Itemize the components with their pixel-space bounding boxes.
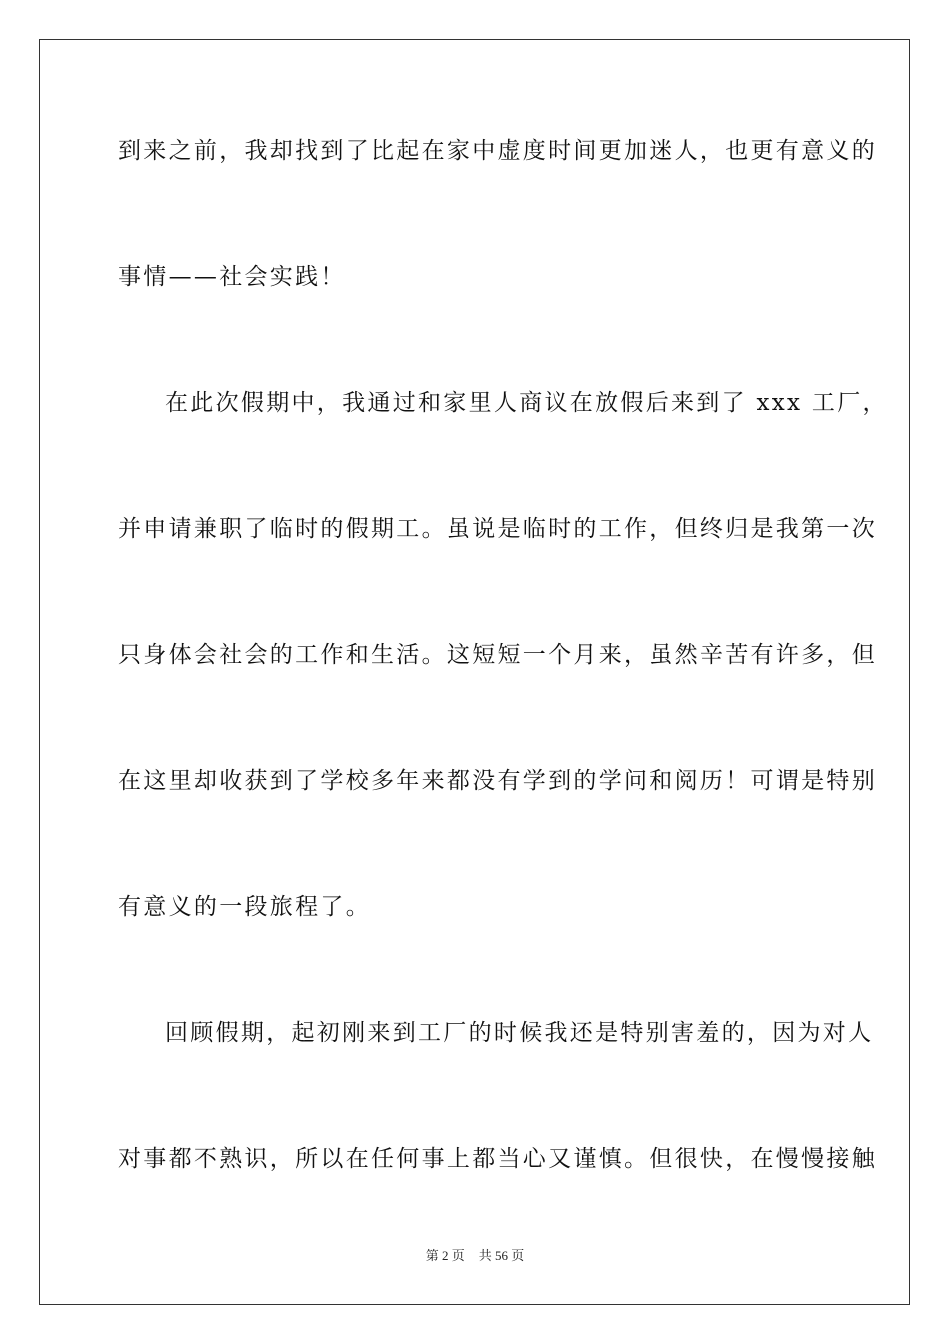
body-line-7: 有意义的一段旅程了。 (118, 894, 371, 920)
page-border (39, 39, 910, 1305)
body-line-4: 并申请兼职了临时的假期工。虽说是临时的工作，但终归是我第一次 (118, 516, 877, 542)
body-line-6: 在这里却收获到了学校多年来都没有学到的学问和阅历！可谓是特别 (118, 768, 877, 794)
body-line-3: 在此次假期中，我通过和家里人商议在放假后来到了 xxx 工厂， (165, 390, 888, 416)
page-number: 第 2 页 (425, 1248, 465, 1263)
body-line-2: 事情——社会实践！ (118, 264, 346, 290)
body-line-9: 对事都不熟识，所以在任何事上都当心又谨慎。但很快，在慢慢接触 (118, 1146, 877, 1172)
body-line-8: 回顾假期，起初刚来到工厂的时候我还是特别害羞的，因为对人 (165, 1020, 874, 1046)
body-line-5: 只身体会社会的工作和生活。这短短一个月来，虽然辛苦有许多，但 (118, 642, 877, 668)
body-line-1: 到来之前，我却找到了比起在家中虚度时间更加迷人，也更有意义的 (118, 138, 877, 164)
page-footer (0, 1247, 950, 1265)
page-total: 共 56 页 (478, 1248, 525, 1263)
